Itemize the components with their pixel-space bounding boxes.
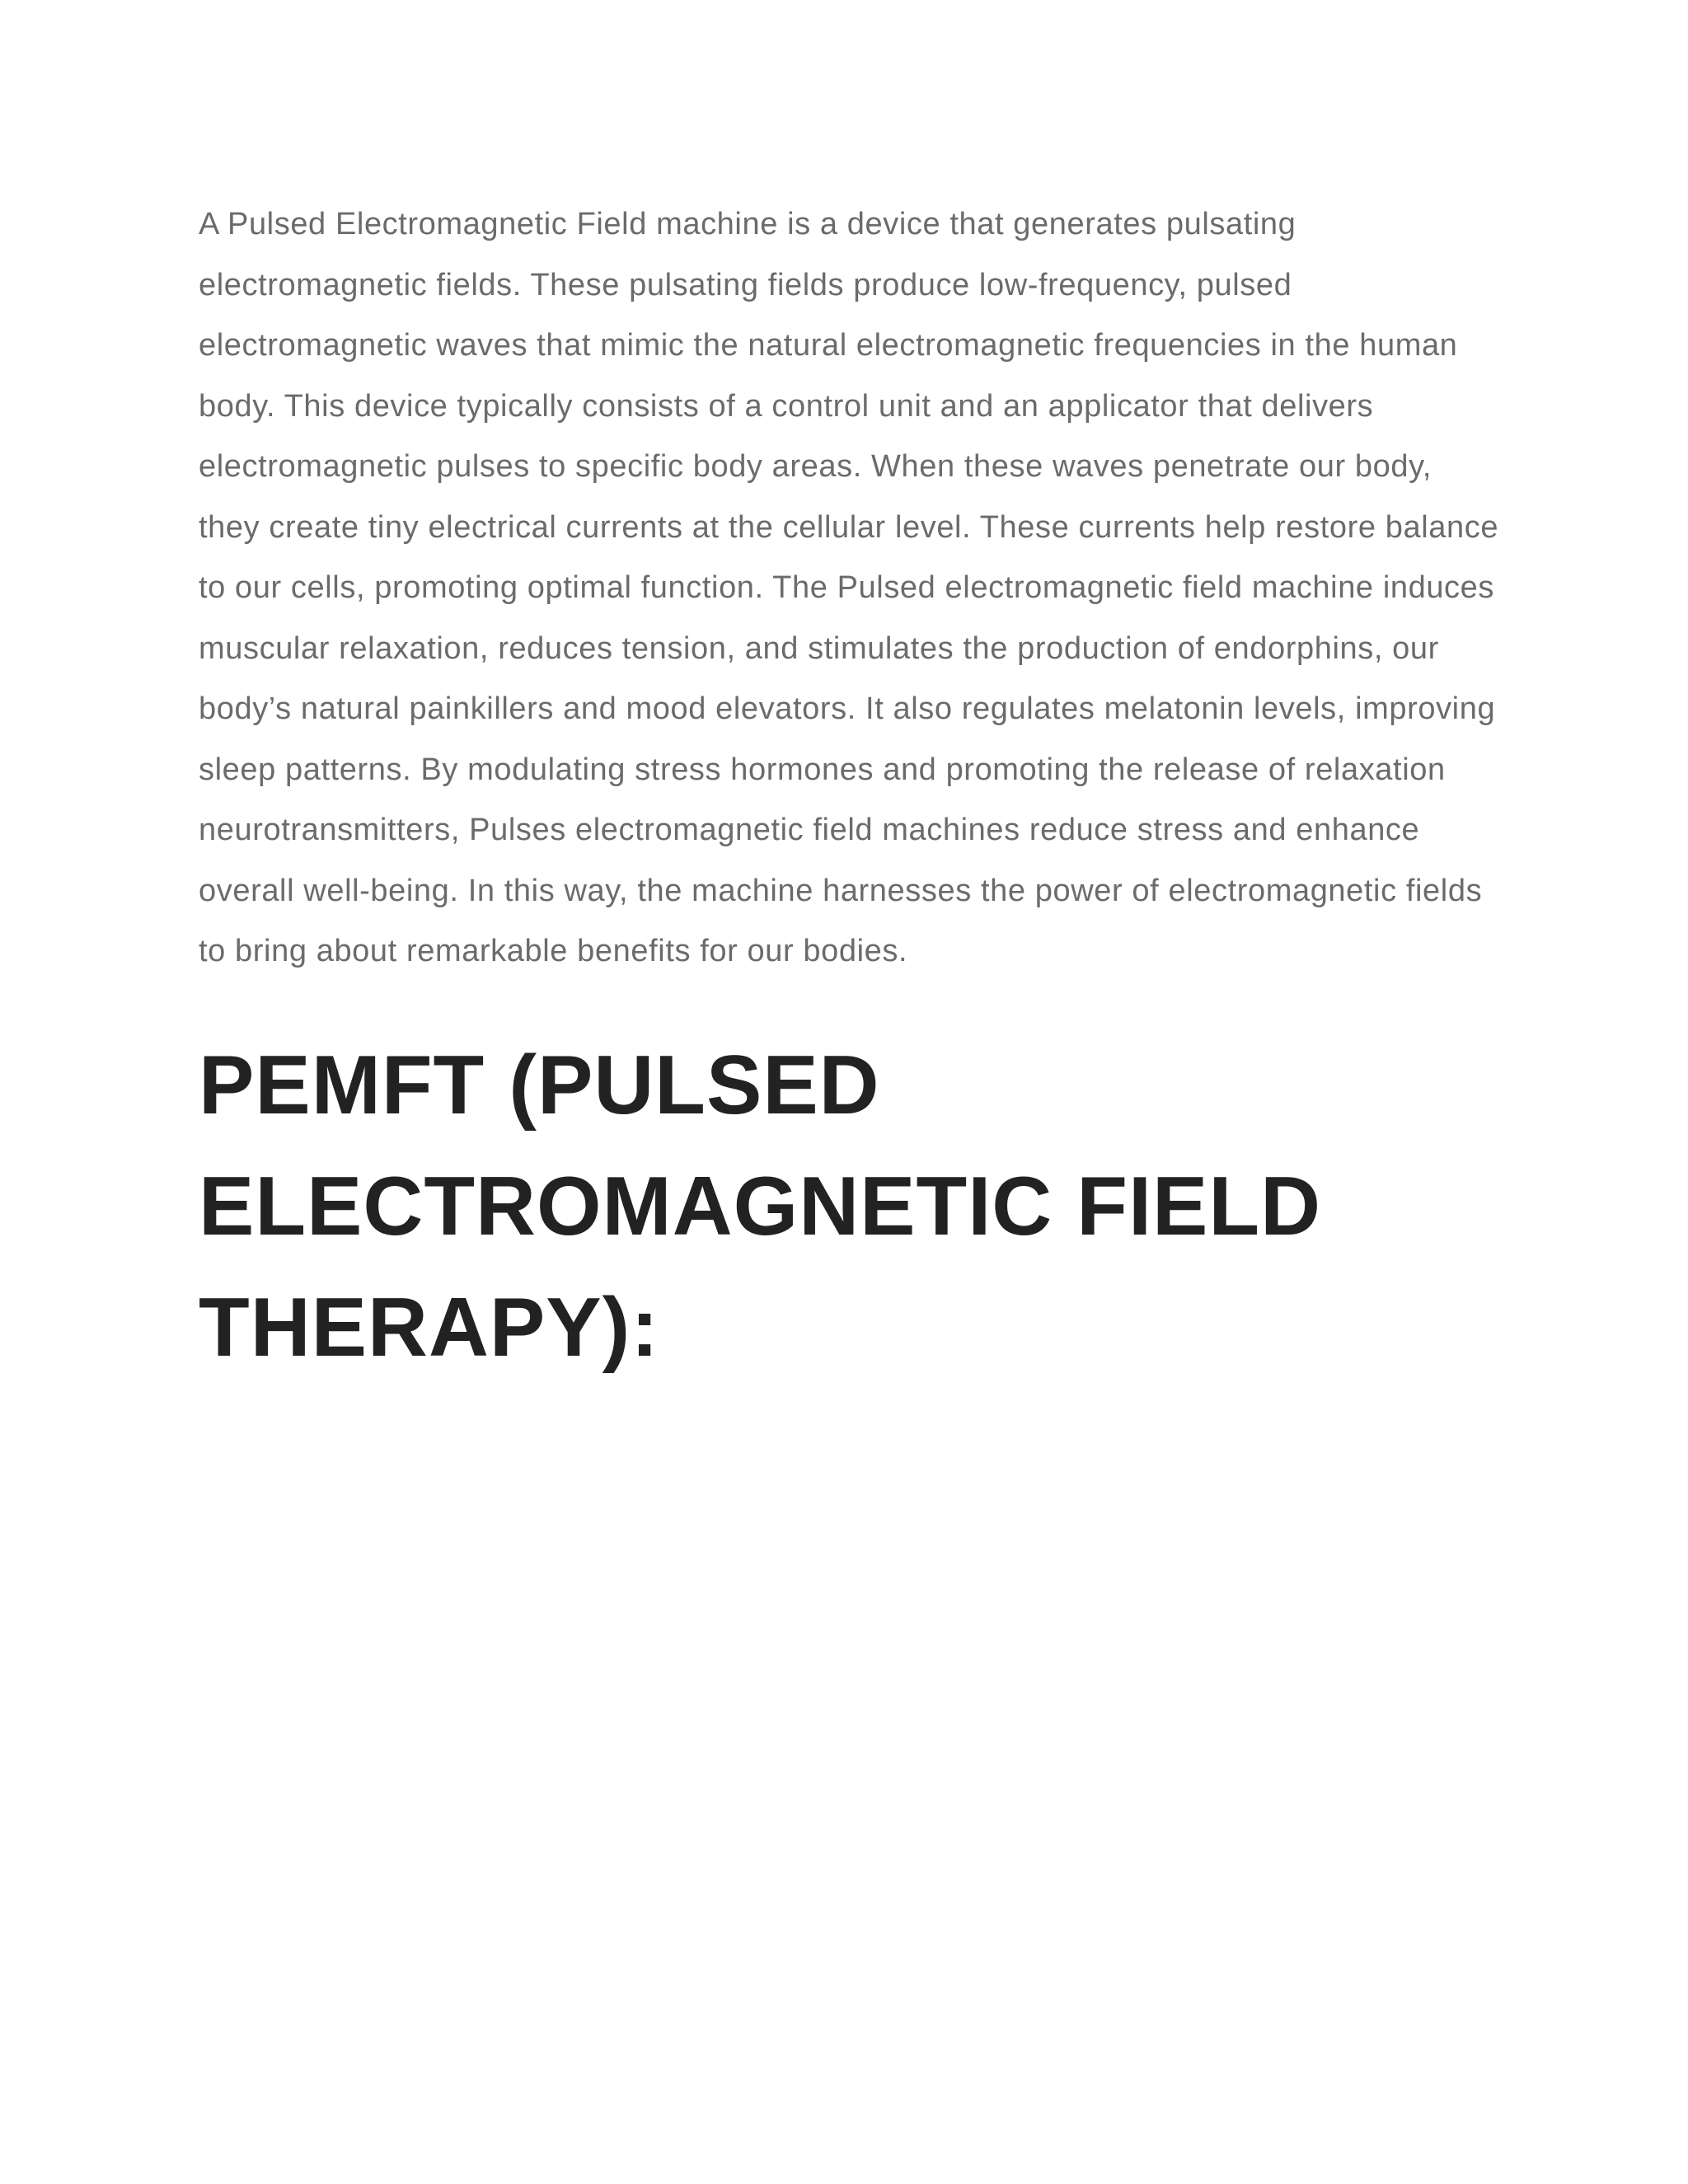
body-paragraph: A Pulsed Electromagnetic Field machine is a device that generates pulsating electromagnetic fields. These pulsating fields produce low-frequency, pulsed electromagnetic waves that mimic the natural electromagnetic frequencies in the human body. This device typically consists of a control unit and an applicator that delivers electromagnetic pulses to specific body areas. When these waves penetrate our body, they create tiny electrical currents at the cellular level. These currents help restore balance to our cells, promoting optimal function. The Pulsed electromagnetic field machine induces muscular relaxation, reduces tension, and stimulates the production of endorphins, our body’s natural painkillers and mood elevators. It also regulates melatonin levels, improving sleep patterns. By modulating stress hormones and promoting the release of relaxation neurotransmitters, Pulses electromagnetic field machines reduce stress and enhance overall well-being. In this way, the machine harnesses the power of electromagnetic fields to bring about remarkable benefits for our bodies.: [199, 207, 1499, 968]
document-content: [199, 194, 1501, 1389]
section-heading: PEMFT (PULSED ELECTROMAGNETIC FIELD THERAPY):: [199, 1038, 1322, 1374]
